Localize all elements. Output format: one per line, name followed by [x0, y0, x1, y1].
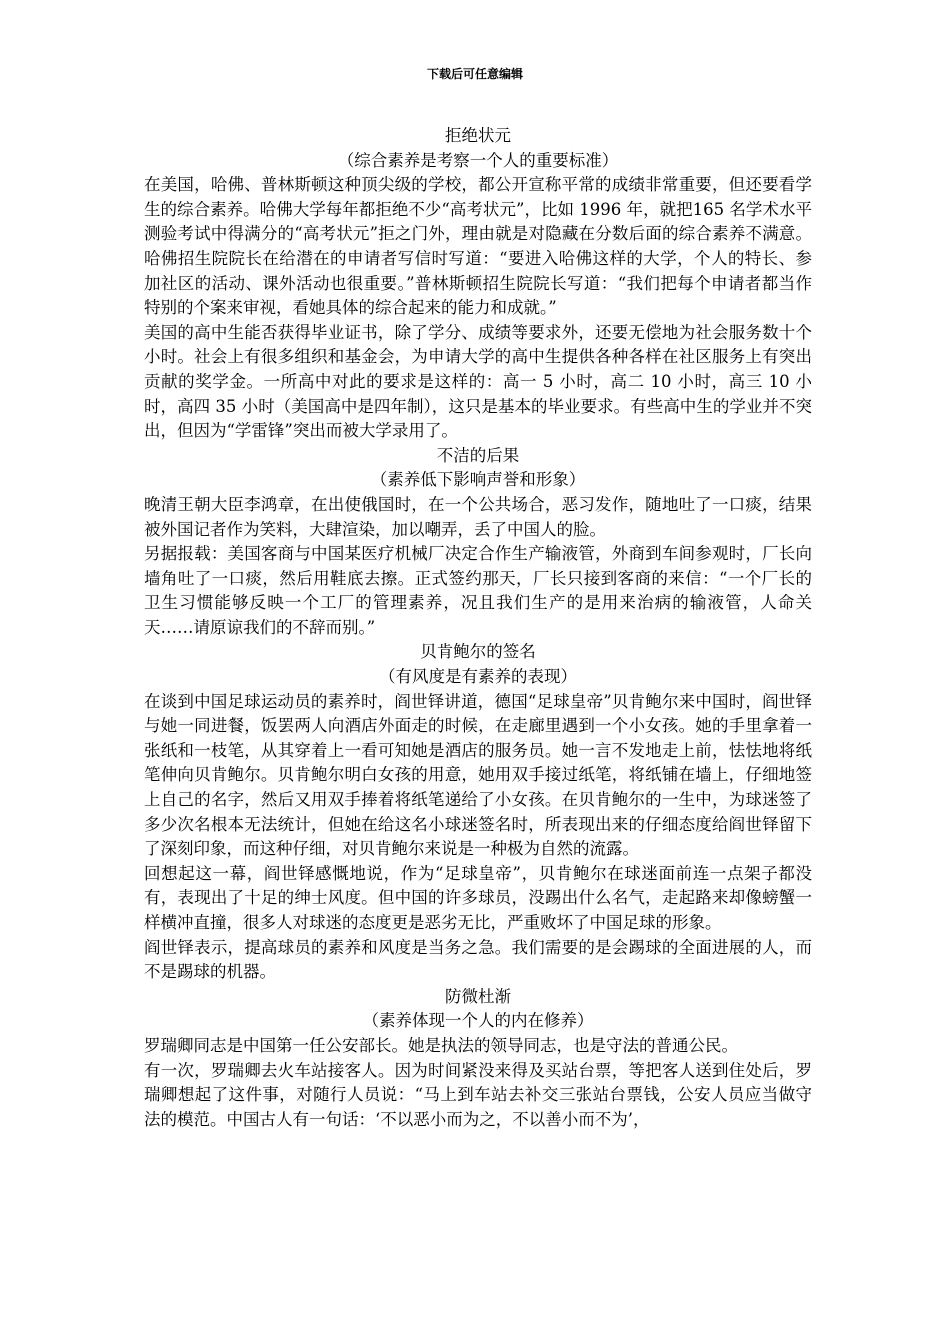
- document-body: [144, 124, 812, 1132]
- section-title: 防微杜渐: [445, 986, 511, 1006]
- paragraph: 在美国，哈佛、普林斯顿这种顶尖级的学校，都公开宣称平常的成绩非常重要，但还要看学生的综合素养。哈佛大学每年都拒绝不少“高考状元”，比如 1996 年，就把165 名学术水平测验考试中得满分的“高考状元”拒之门外，理由就是对隐藏在分数后面的综合素养不满意。哈佛招生院院长在给潜在的申请者写信时写道：“要进入哈佛这样的大学，个人的特长、参加社区的活动、课外活动也很重要。”普林斯顿招生院院长写道：“我们把每个申请者都当作特别的个案来审视，看她具体的综合起来的能力和成就。”: [144, 175, 812, 318]
- paragraph: 晚清王朝大臣李鸿章，在出使俄国时，在一个公共场合，恶习发作，随地吐了一口痰，结果被外国记者作为笑料，大肆渲染，加以嘲弄，丢了中国人的脸。: [144, 494, 812, 539]
- section-title: 不洁的后果: [436, 445, 520, 465]
- paragraph: 罗瑞卿同志是中国第一任公安部长。她是执法的领导同志，也是守法的普通公民。: [144, 1035, 738, 1055]
- paragraph: 另据报载：美国客商与中国某医疗机械厂决定合作生产输液管，外商到车间参观时，厂长向墙角吐了一口痰，然后用鞋底去擦。正式签约那天，厂长只接到客商的来信：“一个厂长的卫生习惯能够反映一个工厂的管理素养，况且我们生产的是用来治病的输液管，人命关天……请原谅我们的不辞而别。”: [144, 544, 812, 637]
- header-note: 下载后可任意编辑: [426, 67, 523, 81]
- section-title: 贝肯鲍尔的签名: [420, 642, 536, 662]
- section-subtitle: （素养低下影响声誉和形象）: [370, 470, 586, 490]
- section-title: 拒绝状元: [445, 126, 511, 145]
- section-subtitle: （综合素养是考察一个人的重要标准）: [337, 150, 619, 170]
- paragraph: 有一次，罗瑞卿去火车站接客人。因为时间紧没来得及买站台票，等把客人送到住处后，罗瑞卿想起了这件事，对随行人员说：“马上到车站去补交三张站台票钱，公安人员应当做守法的模范。中国古人有一句话：‘不以恶小而为之，不以善小而不为’，: [144, 1060, 812, 1129]
- section-subtitle: （有风度是有素养的表现）: [379, 667, 577, 687]
- paragraph: 阎世铎表示，提高球员的素养和风度是当务之急。我们需要的是会踢球的全面进展的人，而不是踢球的机器。: [144, 937, 812, 982]
- paragraph: 在谈到中国足球运动员的素养时，阎世铎讲道，德国“足球皇帝”贝肯鲍尔来中国时，阎世铎与她一同进餐，饭罢两人向酒店外面走的时候，在走廊里遇到一个小女孩。她的手里拿着一张纸和一枝笔，从其穿着上一看可知她是酒店的服务员。她一言不发地走上前，怯怯地将纸笔伸向贝肯鲍尔。贝肯鲍尔明白女孩的用意，她用双手接过纸笔，将纸铺在墙上，仔细地签上自己的名字，然后又用双手捧着将纸笔递给了小女孩。在贝肯鲍尔的一生中，为球迷签了多少次名根本无法统计，但她在给这名小球迷签名时，所表现出来的仔细态度给阎世铎留下了深刻印象，而这种仔细，对贝肯鲍尔来说是一种极为自然的流露。: [144, 691, 812, 859]
- paragraph: 回想起这一幕，阎世铎感慨地说，作为“足球皇帝”，贝肯鲍尔在球迷面前连一点架子都没有，表现出了十足的绅士风度。但中国的许多球员，没踢出什么名气，走起路来却像螃蟹一样横冲直撞，很多人对球迷的态度更是恶劣无比，严重败坏了中国足球的形象。: [144, 863, 812, 932]
- paragraph: 美国的高中生能否获得毕业证书，除了学分、成绩等要求外，还要无偿地为社会服务数十个小时。社会上有很多组织和基金会，为申请大学的高中生提供各种各样在社区服务上有突出贡献的奖学金。一所高中对此的要求是这样的：高一 5 小时，高二 10 小时，高三 10 小时，高四 35 小时（美国高中是四年制），这只是基本的毕业要求。有些高中生的学业并不突出，但因为“学雷锋”突出而被大学录用了。: [144, 322, 812, 441]
- section-subtitle: （素养体现一个人的内在修养）: [362, 1011, 594, 1031]
